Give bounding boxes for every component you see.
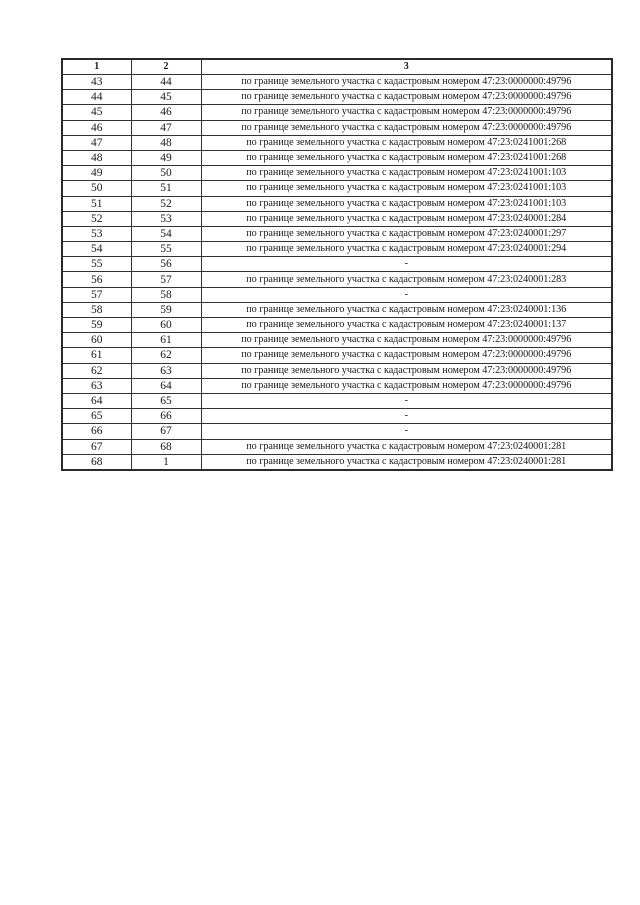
point-from-cell: 47 — [62, 135, 131, 150]
point-from-cell: 60 — [62, 333, 131, 348]
point-to-cell: 67 — [131, 424, 201, 439]
description-cell: по границе земельного участка с кадастровым номером 47:23:0000000:49796 — [201, 120, 612, 135]
point-from-cell: 64 — [62, 393, 131, 408]
point-from-cell: 59 — [62, 318, 131, 333]
table-row — [62, 257, 612, 272]
description-cell: по границе земельного участка с кадастровым номером 47:23:0000000:49796 — [201, 333, 612, 348]
table-row — [62, 226, 612, 241]
description-cell: по границе земельного участка с кадастровым номером 47:23:0241001:103 — [201, 196, 612, 211]
table-row — [62, 439, 612, 454]
boundary-table — [61, 58, 613, 471]
point-from-cell: 43 — [62, 75, 131, 90]
table-row — [62, 378, 612, 393]
point-to-cell: 54 — [131, 226, 201, 241]
point-to-cell: 46 — [131, 105, 201, 120]
point-from-cell: 44 — [62, 90, 131, 105]
point-to-cell: 62 — [131, 348, 201, 363]
table-row — [62, 196, 612, 211]
table-row — [62, 333, 612, 348]
description-cell: по границе земельного участка с кадастровым номером 47:23:0240001:281 — [201, 439, 612, 454]
point-to-cell: 55 — [131, 242, 201, 257]
point-to-cell: 61 — [131, 333, 201, 348]
point-to-cell: 50 — [131, 166, 201, 181]
table-row — [62, 454, 612, 470]
description-cell: - — [201, 287, 612, 302]
description-cell: по границе земельного участка с кадастровым номером 47:23:0000000:49796 — [201, 378, 612, 393]
table-row — [62, 302, 612, 317]
table-row — [62, 348, 612, 363]
table-row — [62, 105, 612, 120]
point-to-cell: 45 — [131, 90, 201, 105]
point-from-cell: 53 — [62, 226, 131, 241]
point-to-cell: 64 — [131, 378, 201, 393]
table-row — [62, 272, 612, 287]
point-to-cell: 68 — [131, 439, 201, 454]
table-row — [62, 150, 612, 165]
point-to-cell: 53 — [131, 211, 201, 226]
point-to-cell: 57 — [131, 272, 201, 287]
point-from-cell: 62 — [62, 363, 131, 378]
point-from-cell: 67 — [62, 439, 131, 454]
point-from-cell: 66 — [62, 424, 131, 439]
point-from-cell: 65 — [62, 409, 131, 424]
point-from-cell: 46 — [62, 120, 131, 135]
description-cell: по границе земельного участка с кадастровым номером 47:23:0000000:49796 — [201, 90, 612, 105]
point-from-cell: 54 — [62, 242, 131, 257]
point-to-cell: 44 — [131, 75, 201, 90]
point-to-cell: 52 — [131, 196, 201, 211]
description-cell: по границе земельного участка с кадастровым номером 47:23:0241001:268 — [201, 150, 612, 165]
table-row — [62, 90, 612, 105]
table-row — [62, 181, 612, 196]
table-row — [62, 363, 612, 378]
point-to-cell: 60 — [131, 318, 201, 333]
description-cell: - — [201, 409, 612, 424]
description-cell: по границе земельного участка с кадастровым номером 47:23:0240001:281 — [201, 454, 612, 470]
table-row — [62, 393, 612, 408]
description-cell: - — [201, 257, 612, 272]
point-from-cell: 63 — [62, 378, 131, 393]
point-to-cell: 48 — [131, 135, 201, 150]
description-cell: по границе земельного участка с кадастровым номером 47:23:0240001:137 — [201, 318, 612, 333]
point-from-cell: 52 — [62, 211, 131, 226]
description-cell: по границе земельного участка с кадастровым номером 47:23:0240001:284 — [201, 211, 612, 226]
table-row — [62, 409, 612, 424]
point-from-cell: 55 — [62, 257, 131, 272]
description-cell: по границе земельного участка с кадастровым номером 47:23:0240001:283 — [201, 272, 612, 287]
description-cell: - — [201, 393, 612, 408]
point-to-cell: 59 — [131, 302, 201, 317]
table-row — [62, 211, 612, 226]
table-row — [62, 166, 612, 181]
point-to-cell: 58 — [131, 287, 201, 302]
point-from-cell: 48 — [62, 150, 131, 165]
point-from-cell: 56 — [62, 272, 131, 287]
point-to-cell: 66 — [131, 409, 201, 424]
point-from-cell: 50 — [62, 181, 131, 196]
point-from-cell: 61 — [62, 348, 131, 363]
description-cell: по границе земельного участка с кадастровым номером 47:23:0241001:268 — [201, 135, 612, 150]
header-col-2: 2 — [131, 59, 201, 75]
point-to-cell: 47 — [131, 120, 201, 135]
description-cell: по границе земельного участка с кадастровым номером 47:23:0000000:49796 — [201, 348, 612, 363]
table-row — [62, 120, 612, 135]
table-body — [62, 75, 612, 470]
table-row — [62, 75, 612, 90]
point-to-cell: 63 — [131, 363, 201, 378]
point-to-cell: 51 — [131, 181, 201, 196]
description-cell: по границе земельного участка с кадастровым номером 47:23:0240001:297 — [201, 226, 612, 241]
description-cell: по границе земельного участка с кадастровым номером 47:23:0240001:136 — [201, 302, 612, 317]
point-to-cell: 56 — [131, 257, 201, 272]
description-cell: по границе земельного участка с кадастровым номером 47:23:0241001:103 — [201, 166, 612, 181]
point-from-cell: 58 — [62, 302, 131, 317]
point-to-cell: 49 — [131, 150, 201, 165]
point-to-cell: 65 — [131, 393, 201, 408]
table-row — [62, 287, 612, 302]
table-row — [62, 135, 612, 150]
header-col-1: 1 — [62, 59, 131, 75]
point-from-cell: 45 — [62, 105, 131, 120]
description-cell: по границе земельного участка с кадастровым номером 47:23:0240001:294 — [201, 242, 612, 257]
point-to-cell: 1 — [131, 454, 201, 470]
point-from-cell: 68 — [62, 454, 131, 470]
description-cell: по границе земельного участка с кадастровым номером 47:23:0000000:49796 — [201, 363, 612, 378]
description-cell: по границе земельного участка с кадастровым номером 47:23:0241001:103 — [201, 181, 612, 196]
table-header-row — [62, 59, 612, 75]
table-row — [62, 318, 612, 333]
table-row — [62, 424, 612, 439]
point-from-cell: 49 — [62, 166, 131, 181]
description-cell: по границе земельного участка с кадастровым номером 47:23:0000000:49796 — [201, 75, 612, 90]
point-from-cell: 57 — [62, 287, 131, 302]
table-row — [62, 242, 612, 257]
header-col-3: 3 — [201, 59, 612, 75]
point-from-cell: 51 — [62, 196, 131, 211]
description-cell: - — [201, 424, 612, 439]
description-cell: по границе земельного участка с кадастровым номером 47:23:0000000:49796 — [201, 105, 612, 120]
